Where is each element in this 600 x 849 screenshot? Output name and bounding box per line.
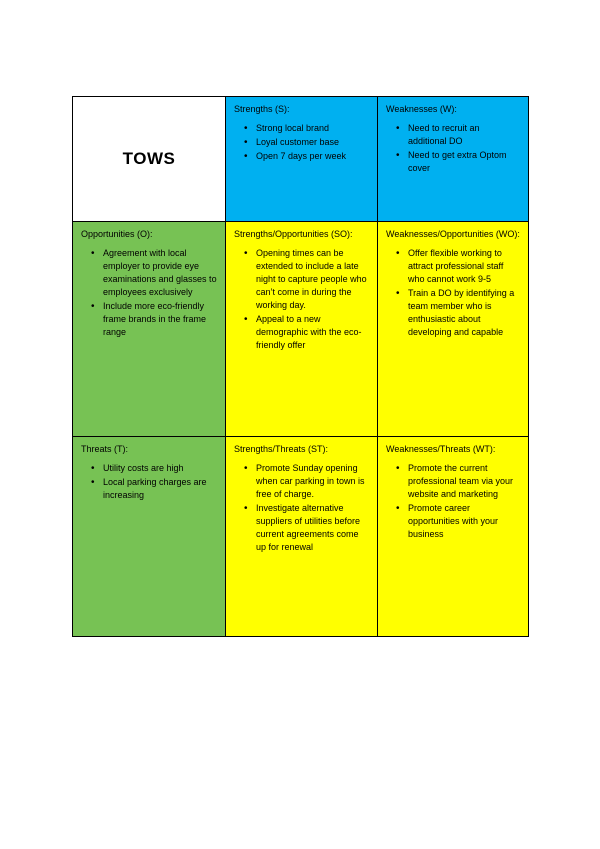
matrix-cell-threats [73,437,226,637]
list-item: • Agreement with local employer to provide eye examinations and glasses to employees exclusively [103,247,217,299]
matrix-cell-strengths [226,97,378,222]
bullet-list [386,122,520,175]
matrix-cell-strengths-opportunities [226,222,378,437]
list-item: • Investigate alternative suppliers of utilities before current agreements come up for renewal [256,502,369,554]
cell-heading: Threats (T): [81,444,129,454]
list-item: • Promote career opportunities with your business [408,502,520,541]
list-item: • Need to recruit an additional DO [408,122,520,148]
list-item: • Appeal to a new demographic with the eco-friendly offer [256,313,369,352]
bullet-list [386,247,520,339]
tows-matrix [72,96,529,637]
cell-heading: Strengths/Opportunities (SO): [234,229,353,239]
cell-heading: Strengths/Threats (ST): [234,444,329,454]
matrix-cell-weaknesses-threats [378,437,529,637]
list-item: • Opening times can be extended to include a late night to capture people who can’t come in during the working day. [256,247,369,312]
matrix-cell-title [73,97,226,222]
list-item: • Train a DO by identifying a team member who is enthusiastic about developing and capable [408,287,520,339]
cell-heading: Weaknesses/Threats (WT): [386,444,496,454]
list-item: • Open 7 days per week [256,150,369,163]
matrix-cell-weaknesses [378,97,529,222]
bullet-list [234,247,369,352]
list-item: • Promote the current professional team via your website and marketing [408,462,520,501]
list-item: • Promote Sunday opening when car parking in town is free of charge. [256,462,369,501]
matrix-cell-strengths-threats [226,437,378,637]
bullet-list [234,462,369,554]
matrix-row-strengths-weaknesses [73,97,529,222]
matrix-cell-opportunities [73,222,226,437]
list-item: • Loyal customer base [256,136,369,149]
cell-heading: Opportunities (O): [81,229,153,239]
bullet-list [386,462,520,541]
cell-heading: Weaknesses (W): [386,104,457,114]
list-item: • Local parking charges are increasing [103,476,217,502]
list-item: • Need to get extra Optom cover [408,149,520,175]
list-item: • Strong local brand [256,122,369,135]
bullet-list [234,122,369,163]
list-item: • Offer flexible working to attract professional staff who cannot work 9-5 [408,247,520,286]
matrix-cell-weaknesses-opportunities [378,222,529,437]
cell-heading: Strengths (S): [234,104,290,114]
page-title: TOWS [122,148,176,168]
bullet-list [81,247,217,339]
cell-heading: Weaknesses/Opportunities (WO): [386,229,520,239]
matrix-row-opportunities [73,222,529,437]
bullet-list [81,462,217,502]
list-item: • Include more eco-friendly frame brands in the frame range [103,300,217,339]
list-item: • Utility costs are high [103,462,217,475]
matrix-row-threats [73,437,529,637]
